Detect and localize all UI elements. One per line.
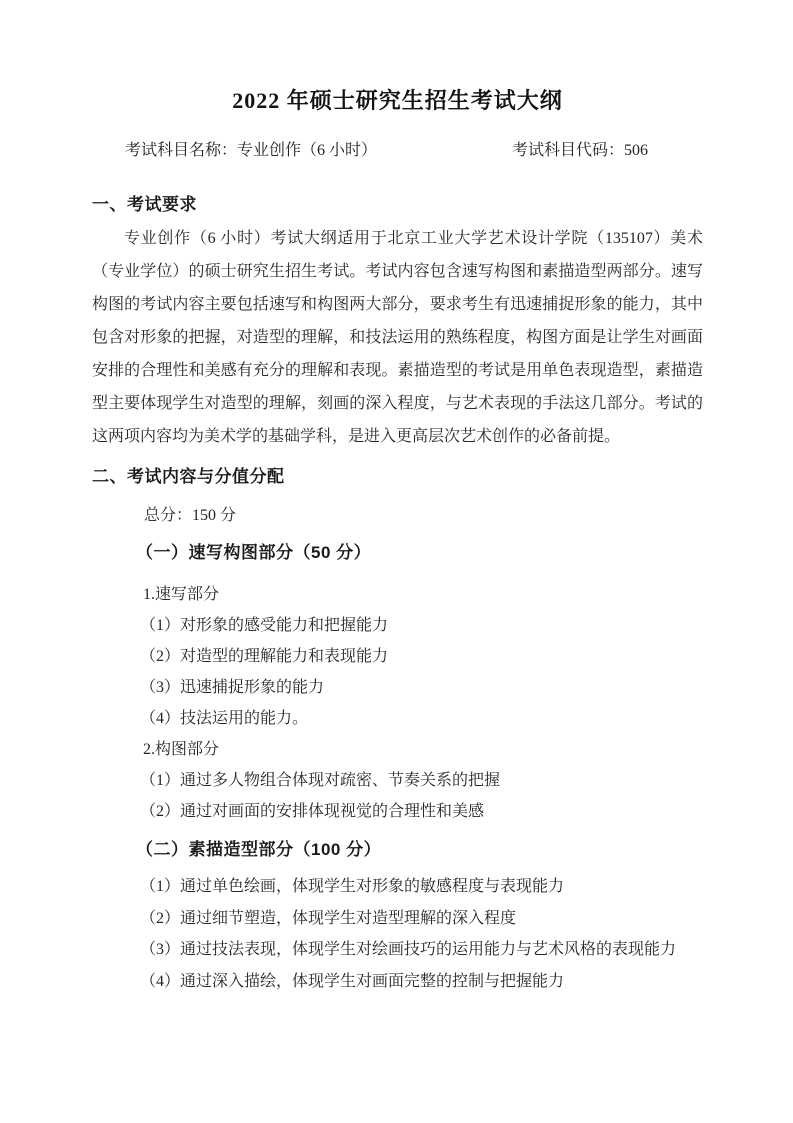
document-title: 2022 年硕士研究生招生考试大纲	[232, 88, 563, 113]
list-item: （3）通过技法表现，体现学生对绘画技巧的运用能力与艺术风格的表现能力	[140, 941, 677, 958]
drawing-modeling-list	[92, 871, 703, 997]
subject-code-value: 506	[624, 142, 649, 159]
list-item: （2）通过细节塑造，体现学生对造型理解的深入程度	[140, 909, 517, 927]
subject-name-label: 考试科目名称：	[125, 142, 238, 159]
subject-code	[512, 140, 648, 162]
composition-subsection-heading: 2.构图部分	[143, 741, 220, 758]
list-item: （4）通过深入描绘，体现学生对画面完整的控制与把握能力	[140, 972, 565, 990]
exam-meta-row	[92, 140, 703, 162]
part-2-heading: （二）素描造型部分（100 分）	[136, 840, 382, 859]
list-item: （2）对造型的理解能力和表现能力	[140, 648, 389, 665]
total-score: 总分：150 分	[144, 507, 237, 524]
list-item: （4）技法运用的能力。	[140, 710, 309, 727]
list-item: （3）迅速捕捉形象的能力	[140, 679, 325, 696]
list-item: （2）通过对画面的安排体现视觉的合理性和美感	[140, 803, 485, 820]
subject-name	[125, 140, 377, 162]
section-1-heading: 一、考试要求	[92, 195, 197, 214]
list-item: （1）通过多人物组合体现对疏密、节奏关系的把握	[140, 772, 501, 789]
sketch-subsection-heading: 1.速写部分	[143, 586, 220, 603]
list-item: （1）通过单色绘画，体现学生对形象的敏感程度与表现能力	[140, 878, 565, 895]
list-item: （1）对形象的感受能力和把握能力	[140, 617, 389, 634]
section-2-heading: 二、考试内容与分值分配	[92, 467, 285, 486]
subject-name-value: 专业创作（6 小时）	[237, 142, 378, 159]
section-1-paragraph: 专业创作（6 小时）考试大纲适用于北京工业大学艺术设计学院（135107）美术（专业学位）的硕士研究生招生考试。考试内容包含速写构图和素描造型两部分。速写构图的考试内容主要包括速写和构图两大部分，要求考生有迅速捕捉形象的能力，其中包含对形象的把握，对造型的理解，和技法运用的熟练程度，构图方面是让学生对画面安排的合理性和美感有充分的理解和表现。素描造型的考试是用单色表现造型，素描造型主要体现学生对造型的理解，刻画的深入程度，与艺术表现的手法这几部分。考试的这两项内容均为美术学的基础学科，是进入更高层次艺术创作的必备前提。	[92, 230, 703, 445]
part-1-heading: （一）速写构图部分（50 分）	[136, 543, 372, 562]
subject-code-label: 考试科目代码：	[512, 142, 625, 159]
sketch-composition-list	[92, 579, 703, 827]
